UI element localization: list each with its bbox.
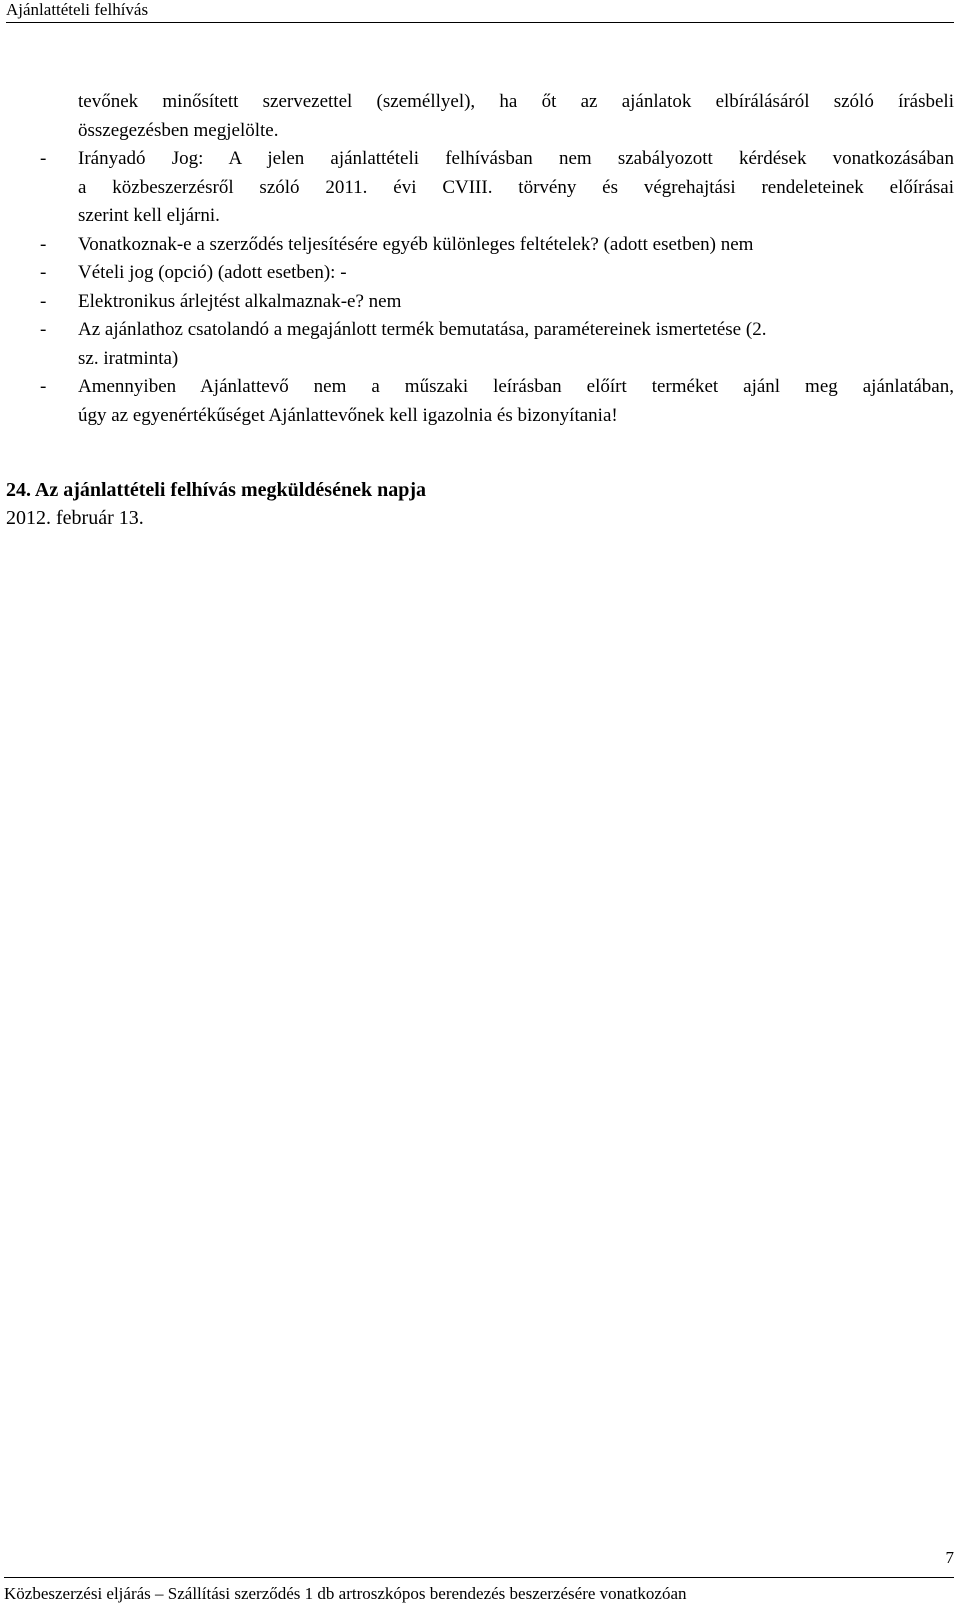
line-text: Vonatkoznak-e a szerződés teljesítésére egyéb különleges feltételek? (adott esetben) nem	[78, 233, 754, 255]
section-value: 2012. február 13.	[6, 507, 144, 529]
body-line	[0, 316, 960, 345]
page-number: 7	[945, 1548, 954, 1567]
body-line	[0, 345, 960, 374]
line-text: úgy az egyenértékűséget Ajánlattevőnek kell igazolnia és bizonyítania!	[78, 404, 618, 426]
page-footer	[4, 1577, 954, 1610]
body-line	[0, 373, 960, 402]
page-header	[6, 0, 954, 23]
body-text	[0, 88, 960, 430]
header-title: Ajánlattételi felhívás	[6, 0, 149, 19]
line-text: Elektronikus árlejtést alkalmaznak-e? nem	[78, 290, 402, 312]
body-line	[0, 117, 960, 146]
bullet-dash: -	[40, 233, 47, 255]
line-text: Vételi jog (opció) (adott esetben): -	[78, 262, 347, 283]
section-24	[6, 476, 906, 532]
bullet-dash: -	[40, 148, 47, 169]
line-text: tevőnek minősített szervezettel (személlyel), ha őt az ajánlatok elbírálásáról szóló írásbeli	[78, 91, 954, 112]
section-title: 24. Az ajánlattételi felhívás megküldésének napja	[6, 479, 426, 501]
line-text: sz. iratminta)	[78, 347, 179, 369]
body-line	[0, 231, 960, 260]
bullet-dash: -	[40, 319, 47, 340]
body-line	[0, 288, 960, 317]
line-text: szerint kell eljárni.	[78, 205, 220, 226]
line-text: Irányadó Jog: A jelen ajánlattételi felhívásban nem szabályozott kérdések vonatkozásában	[78, 148, 954, 169]
footer-text: Közbeszerzési eljárás – Szállítási szerződés 1 db artroszkópos berendezés beszerzésére vonatkozóan	[4, 1584, 687, 1603]
bullet-dash: -	[40, 376, 47, 397]
body-line	[0, 145, 960, 174]
bullet-dash: -	[40, 262, 47, 283]
line-text: Amennyiben Ajánlattevő nem a műszaki leírásban előírt terméket ajánl meg ajánlatában,	[78, 376, 954, 397]
body-line	[0, 259, 960, 288]
body-line	[0, 202, 960, 231]
body-line	[0, 174, 960, 203]
line-text: összegezésben megjelölte.	[78, 119, 279, 141]
body-line	[0, 402, 960, 431]
body-line	[0, 88, 960, 117]
line-text: a közbeszerzésről szóló 2011. évi CVIII. törvény és végrehajtási rendeleteinek előírásai	[78, 176, 954, 198]
line-text: Az ajánlathoz csatolandó a megajánlott termék bemutatása, paramétereinek ismertetése (2.	[78, 319, 767, 340]
bullet-dash: -	[40, 290, 47, 312]
